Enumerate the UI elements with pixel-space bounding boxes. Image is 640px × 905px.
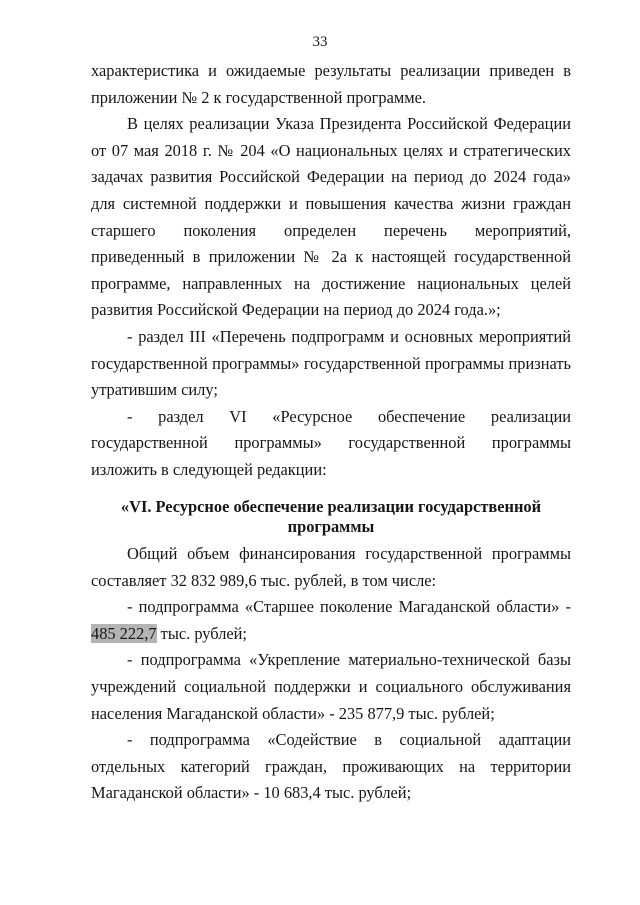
paragraph-section-iii-repealed: - раздел III «Перечень подпрограмм и основных мероприятий государственной программы» государственной программы признать утратившим силу;: [91, 326, 571, 400]
paragraph-subprogram-social-adaptation: - подпрограмма «Содействие в социальной адаптации отдельных категорий граждан, проживающих на территории Магаданской области» - 10 683,4 тыс. рублей;: [91, 730, 571, 803]
funding-text-block: [91, 541, 571, 807]
highlighted-amount: 485 222,7: [91, 623, 157, 643]
amount-unit: тыс. рублей;: [160, 623, 247, 643]
section-heading: «VI. Ресурсное обеспечение реализации государственной программы: [120, 497, 542, 536]
paragraph-subprogram-older-generation: [91, 594, 571, 647]
subprogram-older-generation-title: - подпрограмма «Старшее поколение Магаданской области» -: [127, 597, 571, 617]
paragraph-total-funding: Общий объем финансирования государственной программы составляет 32 832 989,6 тыс. рублей, в том числе:: [91, 544, 571, 590]
paragraph-results-reference: характеристика и ожидаемые результаты реализации приведен в приложении № 2 к государственной программе.: [91, 61, 571, 107]
top-text-block: [91, 58, 571, 484]
paragraph-subprogram-infrastructure: - подпрограмма «Укрепление материально-технической базы учреждений социальной поддержки и социального обслуживания населения Магаданской области» - 235 877,9 тыс. рублей;: [91, 650, 571, 723]
paragraph-presidential-decree: В целях реализации Указа Президента Российской Федерации от 07 мая 2018 г. № 204 «О национальных целях и стратегических задачах развития Российской Федерации на период до 2024 года» для системной поддержки и повышения качества жизни граждан старшего поколения определен перечень мероприятий, приведенный в приложении № 2а к настоящей государственной программе, направленных на достижение национальных целей развития Российской Федерации на период до 2024 года.»;: [91, 114, 571, 320]
page-number: 33: [312, 34, 328, 50]
paragraph-section-vi-amended: - раздел VI «Ресурсное обеспечение реализации государственной программы» государственной программы изложить в следующей редакции:: [91, 406, 571, 479]
